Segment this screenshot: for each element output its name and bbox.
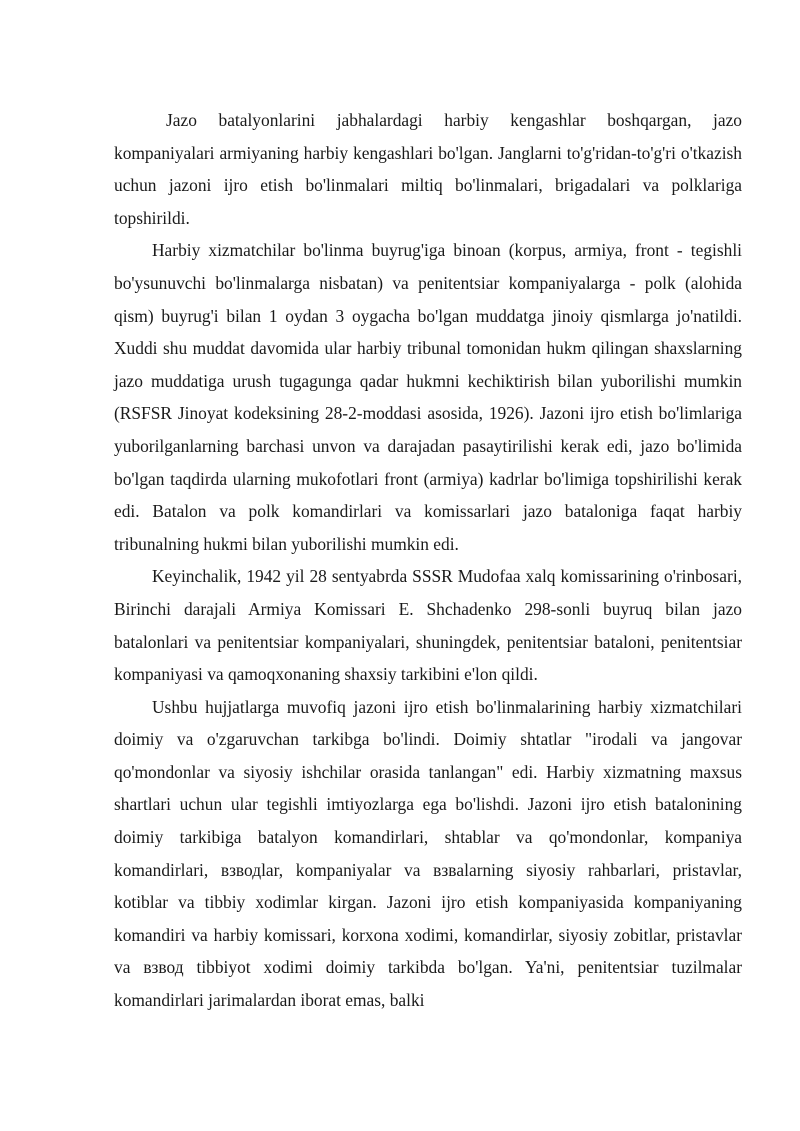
paragraph: Ushbu hujjatlarga muvofiq jazoni ijro etish bo'linmalarining harbiy xizmatchilari doimiy va o'zgaruvchan tarkibga bo'lindi. Doimiy shtatlar "irodali va jangovar qo'mondonlar va siyosiy ishchilar orasida tanlangan" edi. Harbiy xizmatning maxsus shartlari uchun ular tegishli imtiyozlarga ega bo'lishdi. Jazoni ijro etish batalonining doimiy tarkibiga batalyon komandirlari, shtablar va qo'mondonlar, kompaniya komandirlari, взводlar, kompaniyalar va взвalarning siyosiy rahbarlari, pristavlar, kotiblar va tibbiy xodimlar kirgan. Jazoni ijro etish kompaniyasida kompaniyaning komandiri va harbiy komissari, korxona xodimi, komandirlar, siyosiy zobitlar, pristavlar va взвод tibbiyot xodimi doimiy tarkibda bo'lgan. Ya'ni, penitentsiar tuzilmalar komandirlari jarimalardan iborat emas, balki <box>114 696 742 1011</box>
paragraph: Jazo batalyonlarini jabhalardagi harbiy kengashlar boshqargan, jazo kompaniyalari armiyaning harbiy kengashlari bo'lgan. Janglarni to'g'ridan-to'g'ri o'tkazish uchun jazoni ijro etish bo'linmalari miltiq bo'linmalari, brigadalari va polklariga topshirildi. <box>114 110 742 228</box>
document-page <box>114 104 742 1017</box>
paragraph: Harbiy xizmatchilar bo'linma buyrug'iga binoan (korpus, armiya, front - tegishli bo'ysunuvchi bo'linmalarga nisbatan) va penitentsiar kompaniyalarga - polk (alohida qism) buyrug'i bilan 1 oydan 3 oygacha bo'lgan muddatga jinoiy qismlarga jo'natildi. Xuddi shu muddat davomida ular harbiy tribunal tomonidan hukm qilingan shaxslarning jazo muddatiga urush tugagunga qadar hukmni kechiktirish bilan yuborilishi mumkin (RSFSR Jinoyat kodeksining 28-2-moddasi asosida, 1926). Jazoni ijro etish bo'limlariga yuborilganlarning barchasi unvon va darajadan pasaytirilishi kerak edi, jazo bo'limida bo'lgan taqdirda ularning mukofotlari front (armiya) kadrlar bo'limiga topshirilishi kerak edi. Batalon va polk komandirlari va komissarlari jazo bataloniga faqat harbiy tribunalning hukmi bilan yuborilishi mumkin edi. <box>114 240 742 554</box>
paragraph: Keyinchalik, 1942 yil 28 sentyabrda SSSR Mudofaa xalq komissarining o'rinbosari, Birinchi darajali Armiya Komissari E. Shchadenko 298-sonli buyruq bilan jazo batalonlari va penitentsiar kompaniyalari, shuningdek, penitentsiar bataloni, penitentsiar kompaniyasi va qamoqxonaning shaxsiy tarkibini e'lon qildi. <box>114 566 742 685</box>
